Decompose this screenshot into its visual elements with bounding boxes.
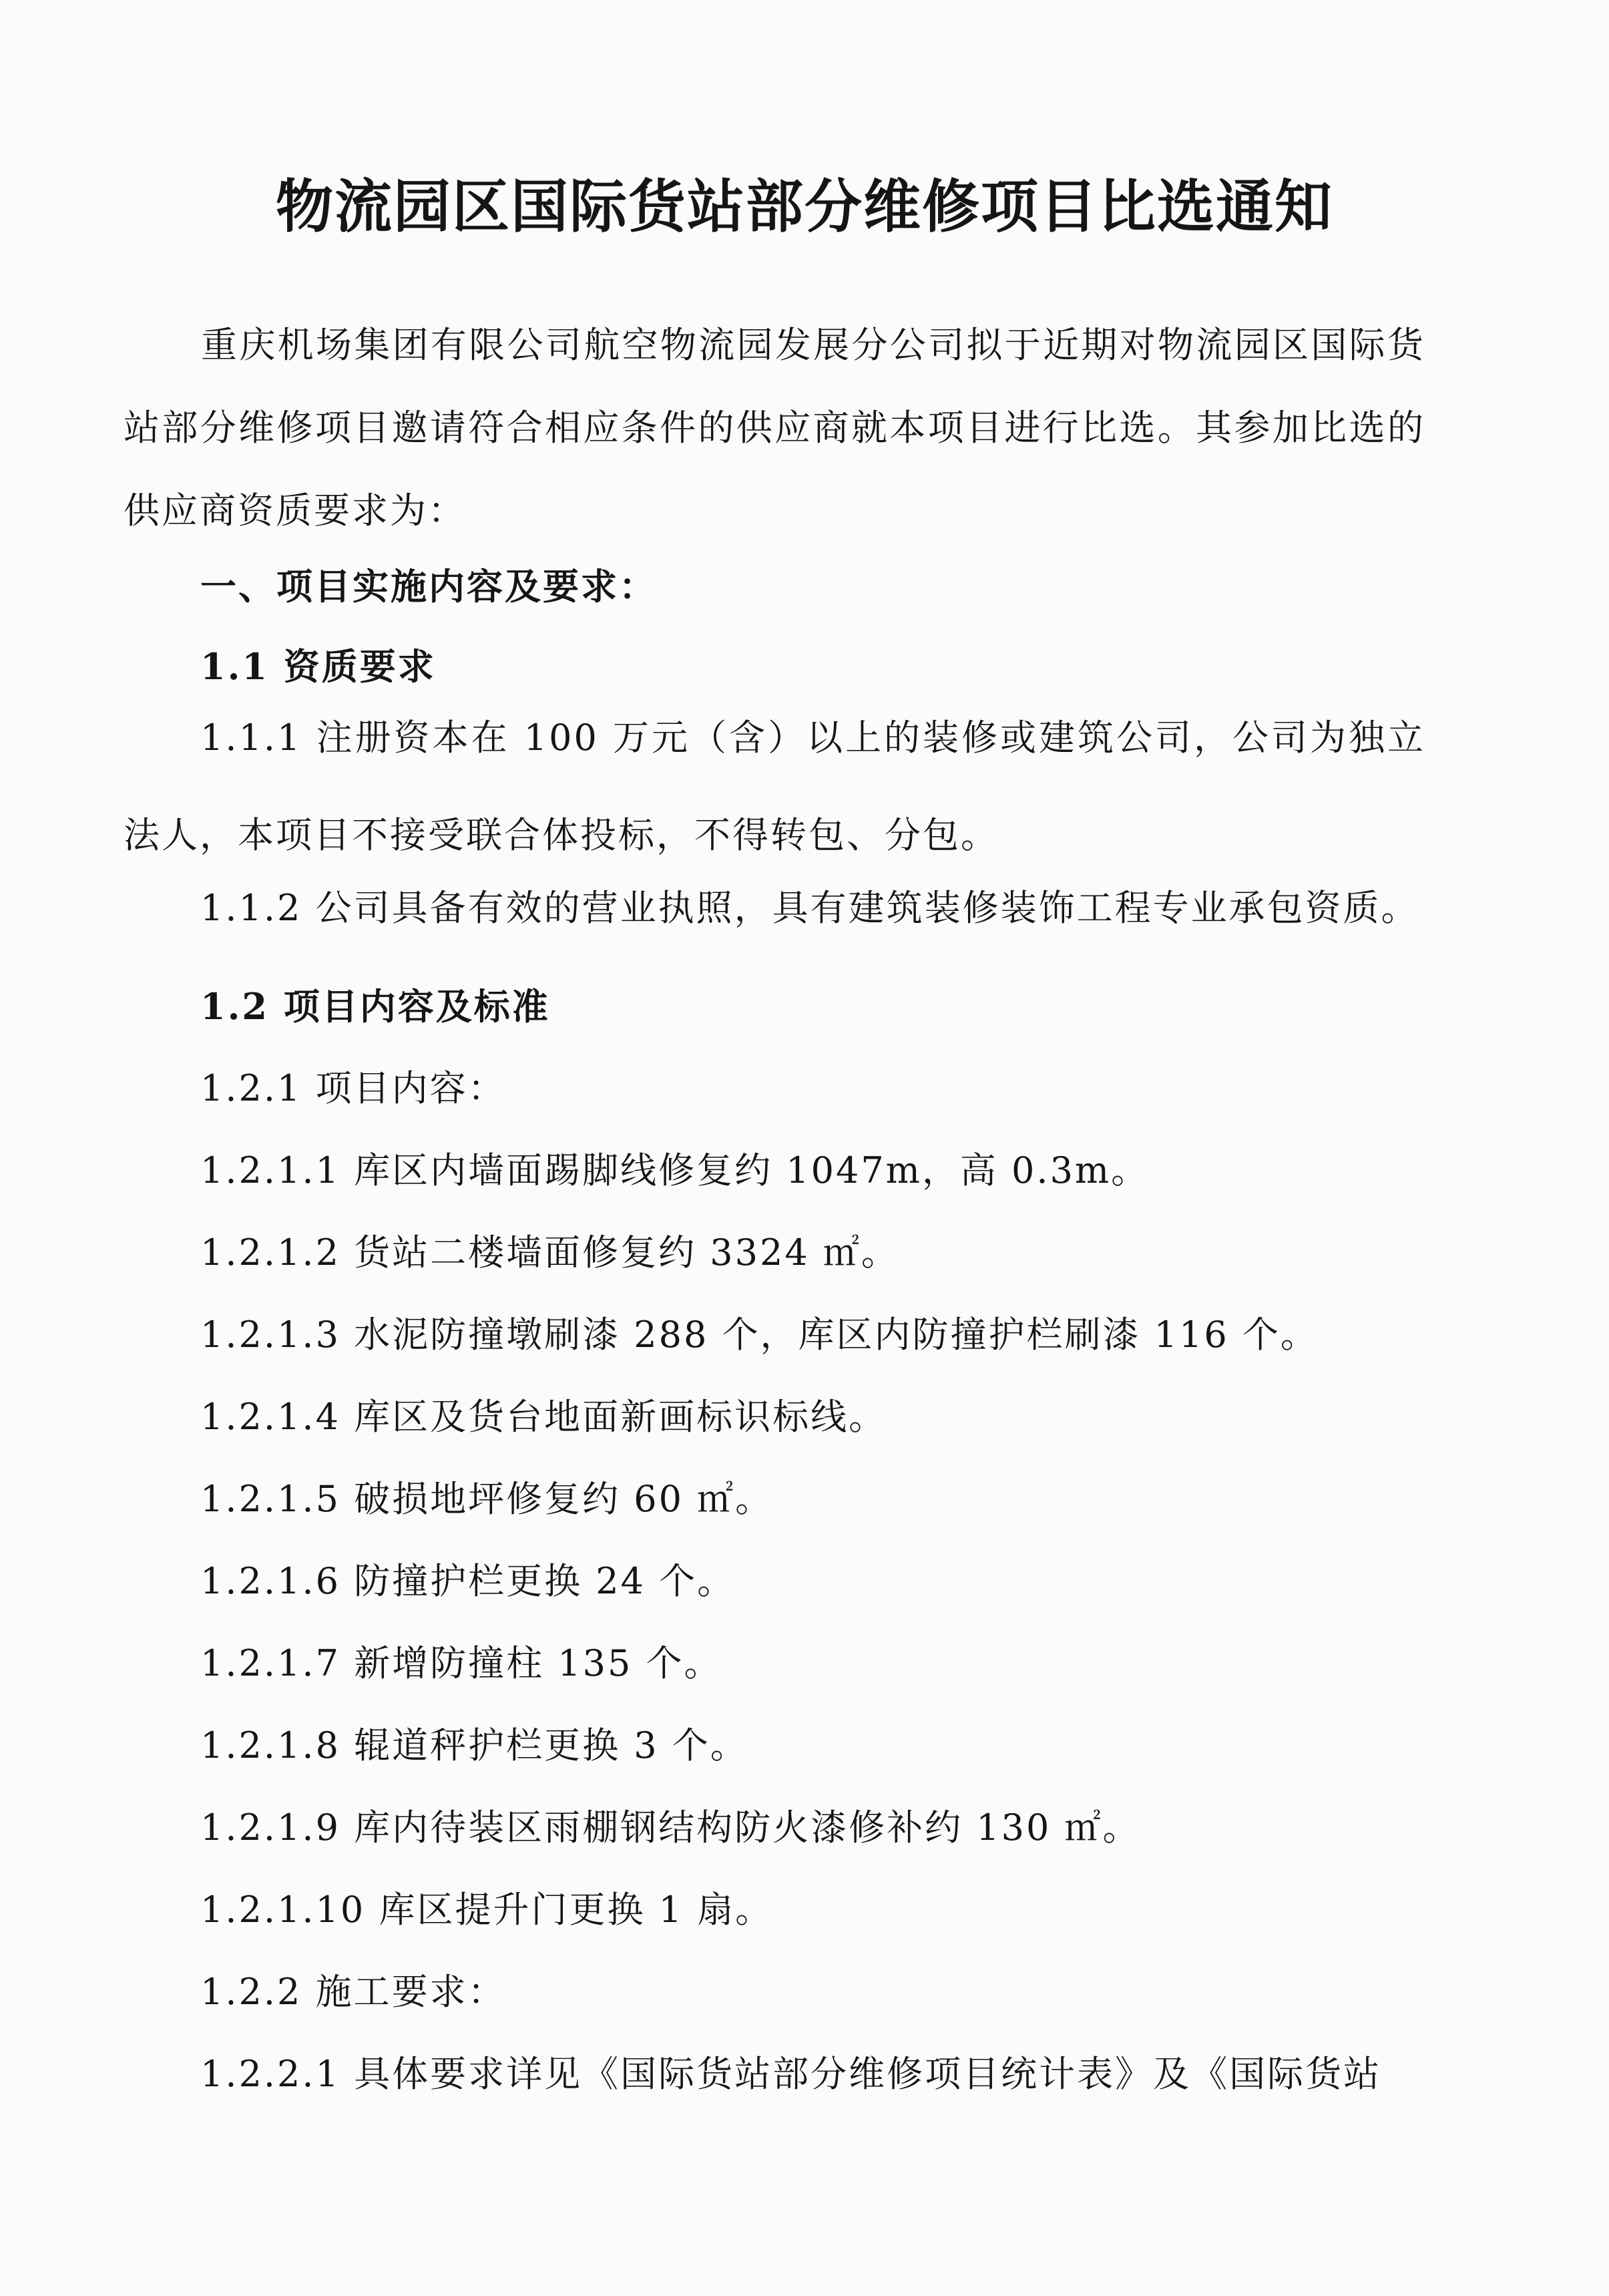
subsection-heading-qualification: 1.1 资质要求	[200, 645, 436, 688]
subsection-heading-content-standard: 1.2 项目内容及标准	[200, 985, 550, 1028]
clause-1-1-1: 1.1.1 注册资本在 100 万元（含）以上的装修或建筑公司，公司为独立法人，本项目不接受联合体投标，不得转包、分包。	[124, 717, 1425, 856]
list-item: 1.2.1.5 破损地坪修复约 60 ㎡。	[200, 1478, 774, 1520]
list-item: 1.2.1.10 库区提升门更换 1 扇。	[200, 1889, 774, 1931]
list-item: 1.2.1.9 库内待装区雨棚钢结构防火漆修补约 130 ㎡。	[200, 1806, 1141, 1849]
list-item: 1.2.1.2 货站二楼墙面修复约 3324 ㎡。	[200, 1231, 899, 1274]
list-item: 1.2.1.7 新增防撞柱 135 个。	[200, 1642, 722, 1684]
document-title: 物流园区国际货站部分维修项目比选通知	[276, 173, 1333, 240]
intro-paragraph: 重庆机场集团有限公司航空物流园发展分公司拟于近期对物流园区国际货站部分维修项目邀请符合相应条件的供应商就本项目进行比选。其参加比选的供应商资质要求为：	[124, 324, 1425, 532]
clause-1-1-2: 1.1.2 公司具备有效的营业执照，具有建筑装修装饰工程专业承包资质。	[200, 887, 1419, 929]
clause-1-2-1: 1.2.1 项目内容：	[200, 1067, 506, 1109]
list-item: 1.2.1.8 辊道秤护栏更换 3 个。	[200, 1724, 748, 1766]
list-item: 1.2.1.4 库区及货台地面新画标识标线。	[200, 1396, 887, 1438]
clause-1-2-2: 1.2.2 施工要求：	[200, 1971, 506, 2013]
section-heading-implementation: 一、项目实施内容及要求：	[200, 565, 657, 608]
list-item: 1.2.1.3 水泥防撞墩刷漆 288 个，库区内防撞护栏刷漆 116 个。	[200, 1314, 1319, 1356]
clause-1-2-2-1: 1.2.2.1 具体要求详见《国际货站部分维修项目统计表》及《国际货站	[200, 2053, 1382, 2095]
list-item: 1.2.1.6 防撞护栏更换 24 个。	[200, 1560, 736, 1602]
list-item: 1.2.1.1 库区内墙面踢脚线修复约 1047m，高 0.3m。	[200, 1149, 1150, 1191]
